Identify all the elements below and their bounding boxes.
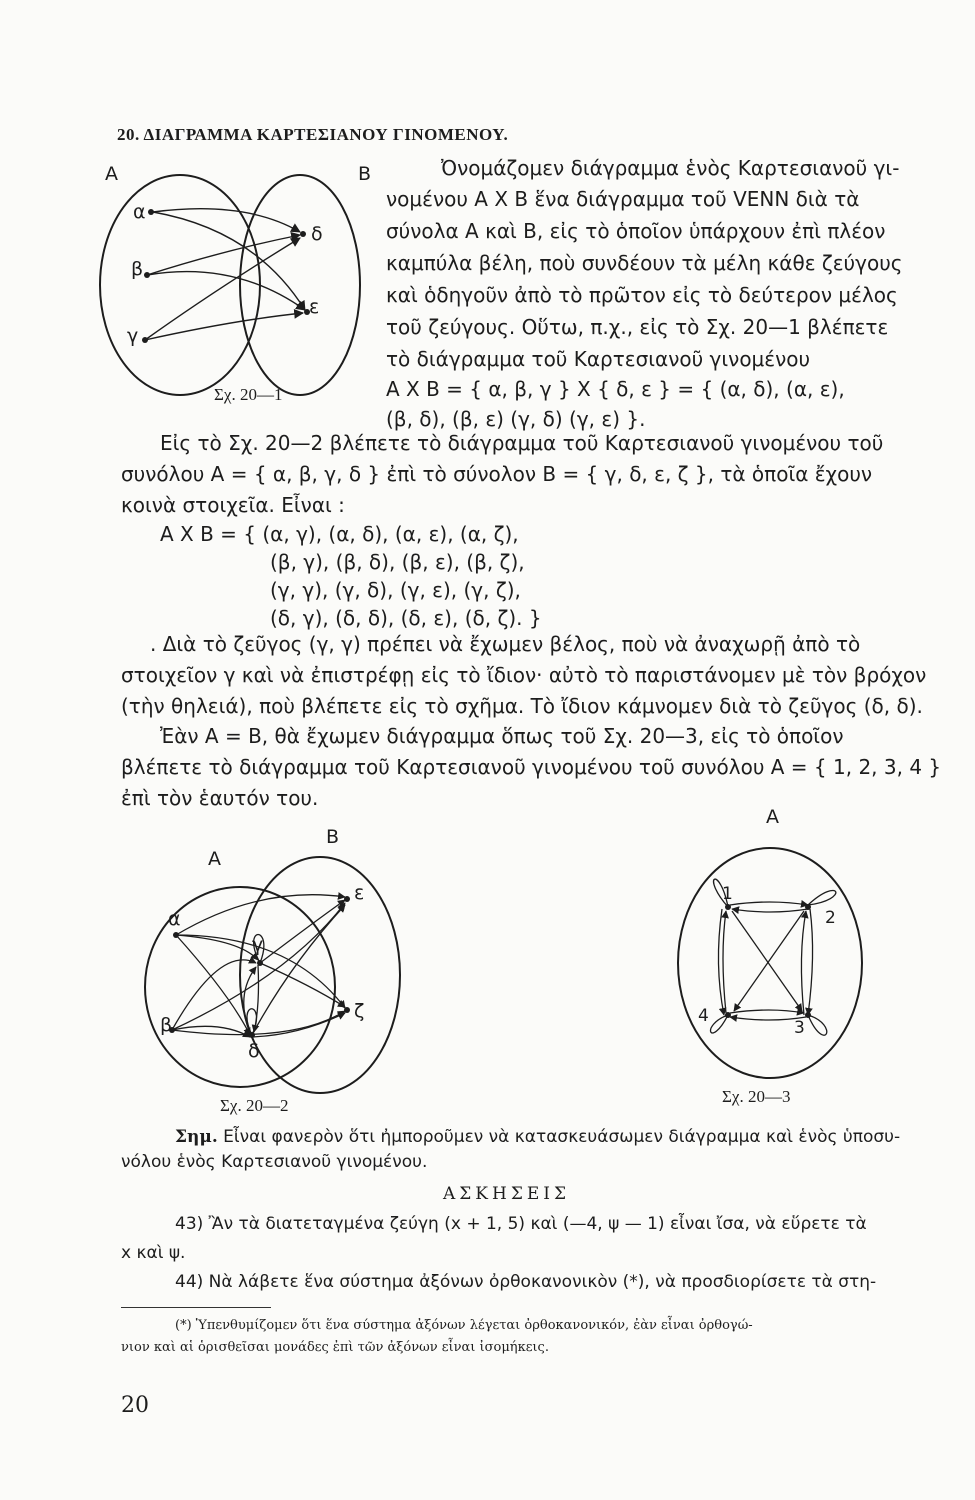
para3-line: βλέπετε τὸ διάγραμμα τοῦ Καρτεσιανοῦ γινομένου τοῦ συνόλου A = { 1, 2, 3, 4 } — [121, 755, 942, 779]
para1-line: A X B = { α, β, γ } X { δ, ε } = { (α, δ), (α, ε), — [386, 377, 845, 401]
elem-epsilon: ε — [354, 882, 365, 904]
elem-gamma: γ — [252, 934, 264, 956]
elem-epsilon: ε — [309, 296, 320, 318]
para3-line: στοιχεῖον γ καὶ νὰ ἐπιστρέφῃ εἰς τὸ ἴδιον· αὐτὸ τὸ παριστάνομεν μὲ τὸν βρόχον — [121, 663, 927, 687]
para3-line: Ἐὰν A = B, θὰ ἔχωμεν διάγραμμα ὅπως τοῦ Σχ. 20—3, εἰς τὸ ὁποῖον — [160, 724, 844, 748]
figure-20-1-caption: Σχ. 20—1 — [214, 385, 283, 404]
product-line: A X B = { (α, γ), (α, δ), (α, ε), (α, ζ), — [160, 522, 519, 546]
elem-beta: β — [160, 1014, 173, 1036]
exercise-43: 43) Ἂν τὰ διατεταγμένα ζεύγη (x + 1, 5) καὶ (—4, ψ — 1) εἶναι ἴσα, νὰ εὕρετε τὰ — [175, 1214, 867, 1234]
note-line1 — [175, 1127, 900, 1147]
figure-20-2-caption: Σχ. 20—2 — [220, 1096, 289, 1115]
elem-gamma: γ — [127, 325, 139, 347]
set-label: A — [766, 806, 779, 828]
para1-line: καμπύλα βέλη, ποὺ συνδέουν τὰ μέλη κάθε ζεύγους — [386, 251, 903, 275]
product-line: (δ, γ), (δ, δ), (δ, ε), (δ, ζ). } — [270, 606, 542, 630]
set-b-ellipse — [240, 857, 400, 1093]
elem-alpha: α — [168, 908, 181, 930]
para1-line: σύνολα A καὶ B, εἰς τὸ ὁποῖον ὑπάρχουν ἐπὶ πλέον — [386, 219, 886, 243]
section-heading: 20. ΔΙΑΓΡΑΜΜΑ ΚΑΡΤΕΣΙΑΝΟΥ ΓΙΝΟΜΕΝΟΥ. — [117, 125, 509, 144]
elem-alpha: α — [133, 201, 146, 223]
para2-line: Εἰς τὸ Σχ. 20—2 βλέπετε τὸ διάγραμμα τοῦ Καρτεσιανοῦ γινομένου τοῦ — [160, 431, 884, 455]
figure-20-3-caption: Σχ. 20—3 — [722, 1087, 791, 1106]
set-a-ellipse — [678, 848, 862, 1078]
elem-delta: δ — [311, 223, 323, 245]
para1-line: νομένου A X B ἕνα διάγραμμα τοῦ VENN διὰ τὰ — [386, 187, 860, 211]
para2-line: κοινὰ στοιχεῖα. Εἶναι : — [121, 493, 345, 517]
exercises-title: ΑΣΚΗΣΕΙΣ — [443, 1184, 570, 1204]
exercise-43-cont: x καὶ ψ. — [121, 1243, 186, 1263]
set-b-label: B — [326, 826, 340, 848]
elem-beta: β — [131, 258, 144, 280]
figure-20-2 — [140, 825, 410, 1095]
note-line2: νόλου ἑνὸς Καρτεσιανοῦ γινομένου. — [121, 1152, 428, 1172]
set-a-ellipse — [100, 175, 260, 395]
product-line: (β, γ), (β, δ), (β, ε), (β, ζ), — [270, 550, 525, 574]
exercise-44: 44) Νὰ λάβετε ἕνα σύστημα ἀξόνων ὀρθοκανονικὸν (*), νὰ προσδιορίσετε τὰ στη- — [175, 1272, 877, 1292]
para1-line: καὶ ὁδηγοῦν ἀπὸ τὸ πρῶτον εἰς τὸ δεύτερον μέλος — [386, 283, 898, 307]
elem-delta: δ — [248, 1040, 260, 1062]
figure-20-1 — [95, 160, 380, 410]
para3-line: ἐπὶ τὸν ἑαυτόν του. — [121, 786, 319, 810]
set-a-label: A — [105, 163, 118, 185]
para1-line: τοῦ ζεύγους. Οὕτω, π.χ., εἰς τὸ Σχ. 20—1 βλέπετε — [386, 315, 889, 339]
para3-line: . Διὰ τὸ ζεῦγος (γ, γ) πρέπει νὰ ἔχωμεν βέλος, ποὺ νὰ ἀναχωρῇ ἀπὸ τὸ — [150, 632, 861, 656]
figure-20-3 — [670, 805, 870, 1090]
note-label: Σημ. — [175, 1127, 218, 1147]
page-number: 20 — [121, 1393, 149, 1418]
para1-line: Ὀνομάζομεν διάγραμμα ἑνὸς Καρτεσιανοῦ γι- — [441, 156, 900, 180]
para2-line: συνόλου A = { α, β, γ, δ } ἐπὶ τὸ σύνολον B = { γ, δ, ε, ζ }, τὰ ὁποῖα ἔχουν — [121, 462, 873, 486]
elem-zeta: ζ — [354, 1000, 365, 1022]
elem-3: 3 — [794, 1018, 805, 1038]
elem-2: 2 — [825, 908, 836, 928]
note-text: Εἶναι φανερὸν ὅτι ἠμποροῦμεν νὰ κατασκευάσωμεν διάγραμμα καὶ ἑνὸς ὑποσυ- — [223, 1127, 901, 1147]
elem-1: 1 — [722, 884, 733, 904]
set-a-label: A — [208, 848, 221, 870]
para1-line: (β, δ), (β, ε) (γ, δ) (γ, ε) }. — [386, 407, 646, 431]
elem-4: 4 — [698, 1006, 709, 1026]
product-line: (γ, γ), (γ, δ), (γ, ε), (γ, ζ), — [270, 578, 521, 602]
set-b-label: B — [358, 163, 372, 185]
footnote-divider — [121, 1307, 271, 1308]
para3-line: (τὴν θηλειά), ποὺ βλέπετε εἰς τὸ σχῆμα. Τὸ ἴδιον κάμνομεν διὰ τὸ ζεῦγος (δ, δ). — [121, 694, 923, 718]
footnote-line1: (*) Ὑπενθυμίζομεν ὅτι ἕνα σύστημα ἀξόνων λέγεται ὀρθοκανονικόν, ἐὰν εἶναι ὀρθογώ- — [175, 1318, 753, 1333]
footnote-line2: νιον καὶ αἱ ὁρισθεῖσαι μονάδες ἐπὶ τῶν ἀξόνων εἶναι ἰσομήκεις. — [121, 1340, 549, 1355]
para1-line: τὸ διάγραμμα τοῦ Καρτεσιανοῦ γινομένου — [386, 347, 811, 371]
